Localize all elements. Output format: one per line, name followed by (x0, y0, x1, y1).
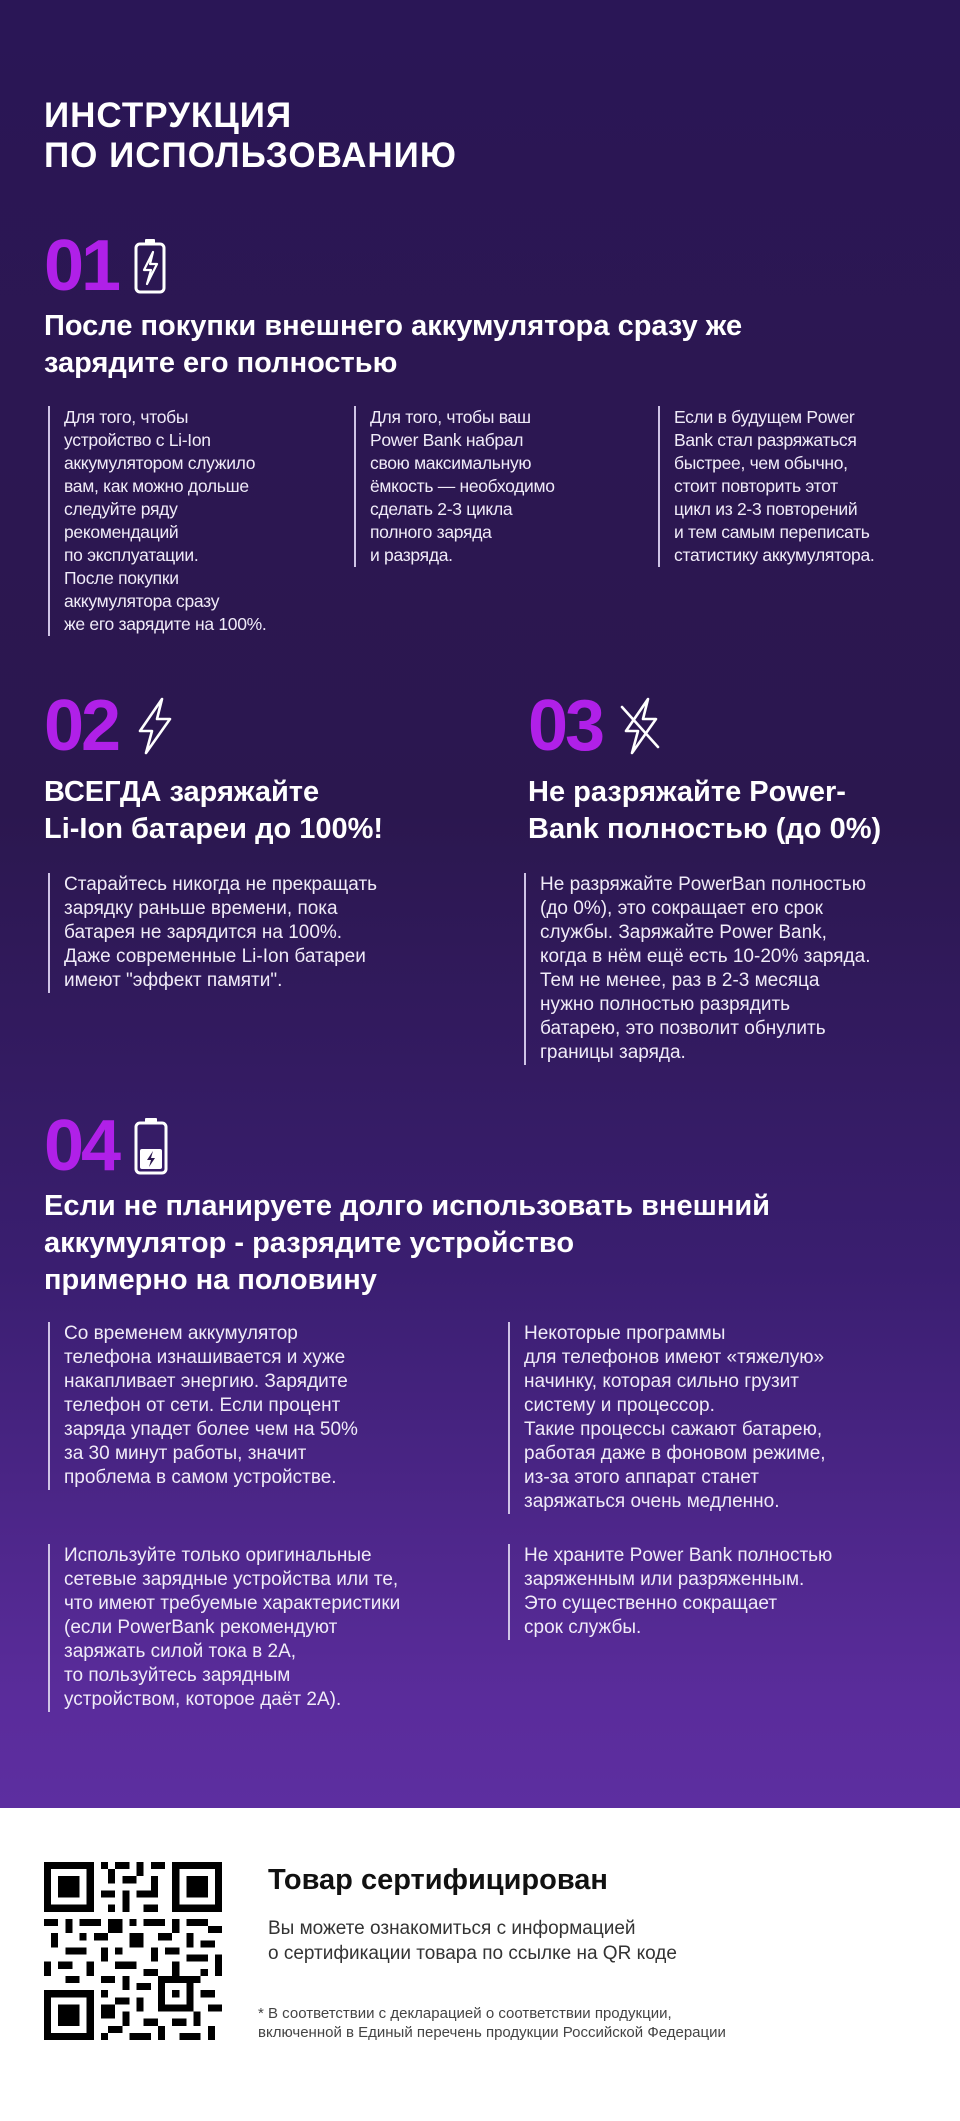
qr-code-icon[interactable] (44, 1862, 222, 2040)
step-number: 02 (44, 686, 119, 766)
lightning-off-icon (618, 697, 662, 755)
certification-text: Вы можете ознакомиться с информацией о сертификации товара по ссылке на QR коде (268, 1918, 677, 1964)
step-01-paragraph-3: Если в будущем Power Bank стал разряжаться быстрее, чем обычно, стоит повторить этот цикл из 2-3 повторений и тем самым переписать статистику аккумулятора. (658, 406, 944, 567)
step-01-paragraph-2: Для того, чтобы ваш Power Bank набрал свою максимальную ёмкость — необходимо сделать 2-3 цикла полного заряда и разряда. (354, 406, 630, 567)
step-02-title: ВСЕГДА заряжайте Li-Ion батареи до 100%! (44, 776, 384, 845)
step-number: 04 (44, 1106, 119, 1186)
step-04-paragraph-3: Используйте только оригинальные сетевые зарядные устройства или те, что имеют требуемые характеристики (если PowerBank рекомендуют заряжать силой тока в 2А, то пользуйтесь зарядным устройством, которое даёт 2А). (48, 1544, 504, 1712)
step-01-paragraph-1: Для того, чтобы устройство с Li-Ion аккумулятором служило вам, как можно дольше следуйте ряду рекомендаций по эксплуатации. После покупки аккумулятора сразу же его зарядите на 100%. (48, 406, 324, 636)
battery-charging-icon (134, 238, 166, 294)
step-number: 01 (44, 226, 119, 306)
step-04-paragraph-1: Со временем аккумулятор телефона изнашивается и хуже накапливает энергию. Зарядите телефон от сети. Если процент заряда упадет более чем на 50% за 30 минут работы, значит проблема в самом устройстве. (48, 1322, 484, 1490)
step-04-paragraph-4: Не храните Power Bank полностью заряженным или разряженным. Это существенно сокращает срок службы. (508, 1544, 944, 1640)
step-02-header (44, 686, 174, 766)
step-01-header (44, 226, 166, 306)
certification-note: * В соответствии с декларацией о соответствии продукции, включенной в Единый перечень продукции Российской Федерации (258, 2005, 726, 2041)
step-01-title: После покупки внешнего аккумулятора сразу же зарядите его полностью (44, 310, 743, 379)
step-number: 03 (528, 686, 603, 766)
step-04-title: Если не планируете долго использовать внешний аккумулятор - разрядите устройство примерно на половину (44, 1190, 770, 1296)
lightning-icon (134, 697, 174, 755)
step-03-header (528, 686, 662, 766)
step-04-paragraph-2: Некоторые программы для телефонов имеют «тяжелую» начинку, которая сильно грузит систему и процессор. Такие процессы сажают батарею, работая даже в фоновом режиме, из-за этого аппарат станет заряжаться очень медленно. (508, 1322, 944, 1514)
page-title: ИНСТРУКЦИЯ ПО ИСПОЛЬЗОВАНИЮ (44, 96, 457, 175)
battery-half-icon (134, 1117, 168, 1175)
step-03-title: Не разряжайте Power- Bank полностью (до 0%) (528, 776, 882, 845)
step-03-paragraph-1: Не разряжайте PowerBan полностью (до 0%), это сокращает его срок службы. Заряжайте Power Bank, когда в нём ещё есть 10-20% заряда. Тем не менее, раз в 2-3 месяца нужно полностью разрядить батарею, это позволит обнулить границы заряда. (524, 873, 950, 1065)
step-02-paragraph-1: Старайтесь никогда не прекращать зарядку раньше времени, пока батарея не зарядится на 100%. Даже современные Li-Ion батареи имеют "эффект памяти". (48, 873, 484, 993)
certification-title: Товар сертифицирован (268, 1864, 608, 1896)
step-04-header (44, 1106, 168, 1186)
